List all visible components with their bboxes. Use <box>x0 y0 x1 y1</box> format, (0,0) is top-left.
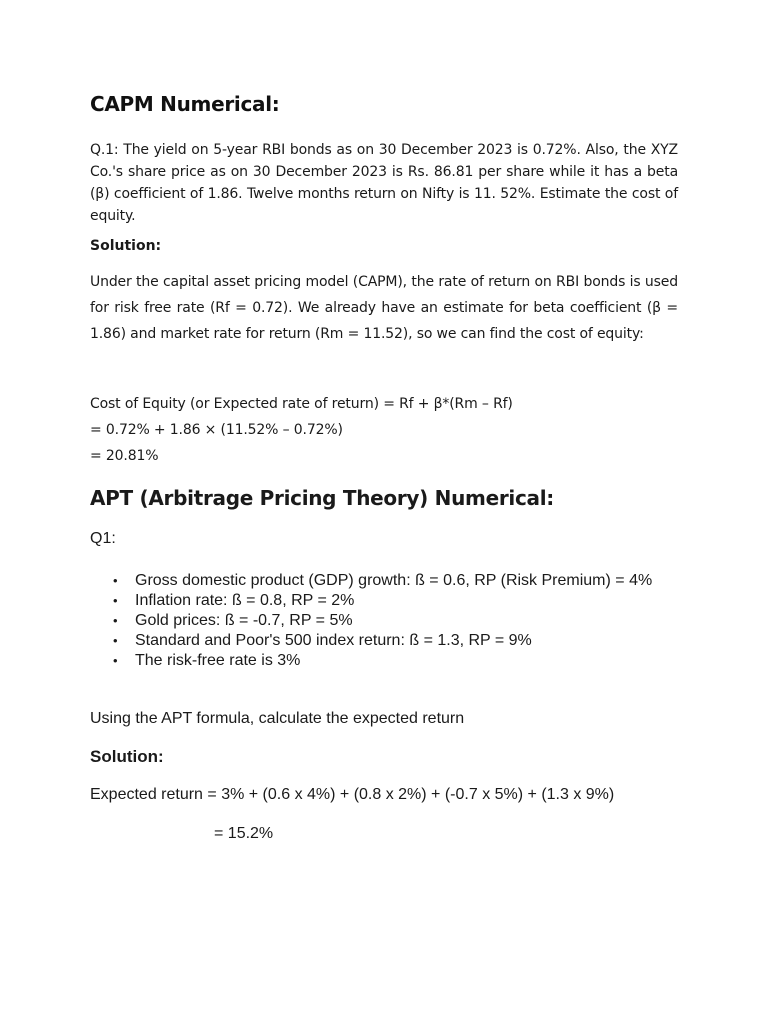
apt-expression: Expected return = 3% + (0.6 x 4%) + (0.8 x 2%) + (-0.7 x 5%) + (1.3 x 9%) <box>90 786 615 803</box>
capm-calculation <box>90 391 513 469</box>
capm-question: Q.1: The yield on 5-year RBI bonds as on 30 December 2023 is 0.72%. Also, the XYZ Co.'s share price as on 30 December 2023 is Rs. 86.81 per share while it has a beta (β) coefficient of 1.86. Twelve months return on Nifty is 11. 52%. Estimate the cost of equity. <box>90 142 678 224</box>
apt-question-label: Q1: <box>90 530 116 547</box>
list-item: • The risk-free rate is 3% <box>90 651 665 671</box>
apt-solution-label: Solution: <box>90 747 164 766</box>
apt-heading: APT (Arbitrage Pricing Theory) Numerical: <box>90 486 554 510</box>
list-item: • Standard and Poor's 500 index return: ß = 1.3, RP = 9% <box>90 631 665 651</box>
list-item: • Inflation rate: ß = 0.8, RP = 2% <box>90 591 665 611</box>
capm-substitution: = 0.72% + 1.86 × (11.52% – 0.72%) <box>90 422 343 438</box>
apt-instruction: Using the APT formula, calculate the expected return <box>90 710 465 727</box>
list-item: • Gold prices: ß = -0.7, RP = 5% <box>90 611 665 631</box>
capm-result: = 20.81% <box>90 448 159 464</box>
capm-solution-text: Under the capital asset pricing model (CAPM), the rate of return on RBI bonds is used for risk free rate (Rf = 0.72). We already have an estimate for beta coefficient (β = 1.86) and market rate for return (Rm = 11.52), so we can find the cost of equity: <box>90 274 678 342</box>
capm-solution-label: Solution: <box>90 238 162 254</box>
apt-result: = 15.2% <box>214 825 274 842</box>
capm-heading: CAPM Numerical: <box>90 92 280 116</box>
capm-formula: Cost of Equity (or Expected rate of return) = Rf + β*(Rm – Rf) <box>90 396 513 412</box>
apt-factor-list <box>90 571 678 671</box>
list-item: • Gross domestic product (GDP) growth: ß = 0.6, RP (Risk Premium) = 4% <box>90 571 665 591</box>
